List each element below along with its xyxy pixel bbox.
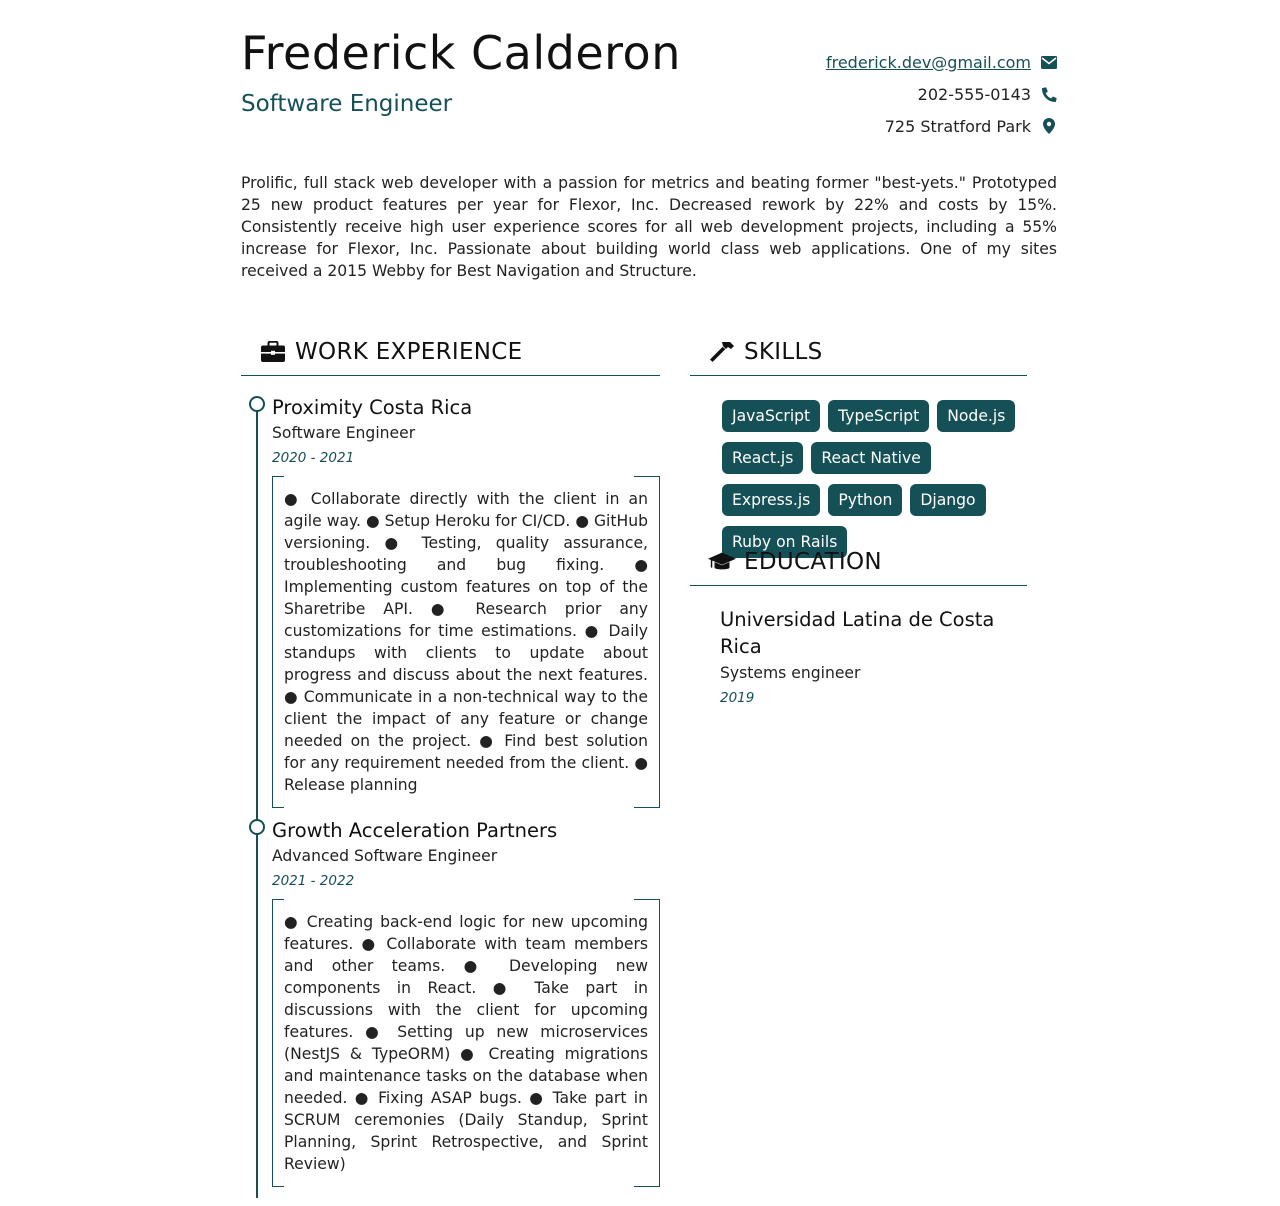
job-description-box — [272, 476, 660, 808]
skills-list — [722, 400, 1022, 558]
skill-chip: Node.js — [937, 400, 1015, 432]
education-entry — [720, 606, 1020, 706]
timeline-dot — [249, 396, 265, 412]
skill-chip: Django — [910, 484, 985, 516]
job-role: Advanced Software Engineer — [272, 847, 498, 865]
skill-chip: TypeScript — [828, 400, 929, 432]
skills-heading: SKILLS — [744, 338, 823, 365]
skill-chip: JavaScript — [722, 400, 820, 432]
candidate-name: Frederick Calderon — [241, 26, 681, 80]
education-degree: Systems engineer — [720, 664, 861, 682]
timeline-line — [256, 403, 258, 1198]
job-role: Software Engineer — [272, 424, 416, 442]
education-heading: EDUCATION — [744, 548, 882, 575]
job-description: ● Creating back-end logic for new upcoming features. ● Collaborate with team members and other teams. ● Developing new components in React. ● Take part in discussions with the client for upcoming features. ● Setting up new microservices (NestJS & TypeORM) ● Creating migrations and maintenance tasks on the database when needed. ● Fixing ASAP bugs. ● Take part in SCRUM ceremonies (Daily Standup, Sprint Planning, Sprint Retrospective, and Sprint Review) — [284, 913, 648, 1173]
email-link[interactable]: frederick.dev@gmail.com — [825, 52, 1031, 72]
contact-block — [826, 46, 1057, 142]
contact-address-row — [826, 110, 1057, 142]
contact-email-row — [826, 46, 1057, 78]
skill-chip: Express.js — [722, 484, 820, 516]
envelope-icon — [1041, 54, 1057, 70]
education-header — [690, 538, 1027, 586]
skill-chip: React Native — [811, 442, 930, 474]
hammer-icon — [708, 338, 736, 366]
skill-chip: Ruby on Rails — [722, 526, 847, 558]
skill-chip: React.js — [722, 442, 803, 474]
job-description: ● Collaborate directly with the client in an agile way. ● Setup Heroku for CI/CD. ● GitHub versioning. ● Testing, quality assurance, troubleshooting and bug fixing. ● Implementing custom features on top of the Sharetribe API. ● Research prior any customizations for time estimations. ● Daily standups with clients to update about progress and discuss about the next features. ● Communicate in a non-technical way to the client the impact of any feature or change needed on the project. ● Find best solution for any requirement needed from the client. ● Release planning — [284, 490, 648, 794]
job-description-box — [272, 899, 660, 1187]
phone-icon — [1041, 86, 1057, 102]
job-entry — [272, 819, 660, 1187]
address-text: 725 Stratford Park — [884, 116, 1031, 136]
job-dates: 2020 - 2021 — [272, 450, 355, 466]
graduation-cap-icon — [708, 548, 736, 576]
education-year: 2019 — [720, 690, 755, 706]
phone-text: 202-555-0143 — [917, 84, 1031, 104]
briefcase-icon — [259, 338, 287, 366]
candidate-title: Software Engineer — [241, 91, 453, 117]
resume-page — [241, 0, 1057, 1206]
location-pin-icon — [1041, 118, 1057, 134]
professional-summary: Prolific, full stack web developer with a passion for metrics and beating former "best-yets." Prototyped 25 new product features per year for Flexor, Inc. Decreased rework by 22% and costs by 15%. Consistently receive high user experience scores for all web development projects, including a 55% increase for Flexor, Inc. Passionate about building world class web applications. One of my sites received a 2015 Webby for Best Navigation and Structure. — [241, 174, 1057, 280]
job-company: Growth Acceleration Partners — [272, 819, 558, 842]
job-entry — [272, 396, 660, 808]
work-experience-header — [241, 328, 660, 376]
education-school: Universidad Latina de Costa Rica — [720, 608, 995, 658]
skill-chip: Python — [828, 484, 902, 516]
contact-phone-row — [826, 78, 1057, 110]
work-experience-heading: WORK EXPERIENCE — [295, 338, 523, 365]
job-company: Proximity Costa Rica — [272, 396, 473, 419]
job-dates: 2021 - 2022 — [272, 873, 355, 889]
skills-header — [690, 328, 1027, 376]
timeline-dot — [249, 819, 265, 835]
